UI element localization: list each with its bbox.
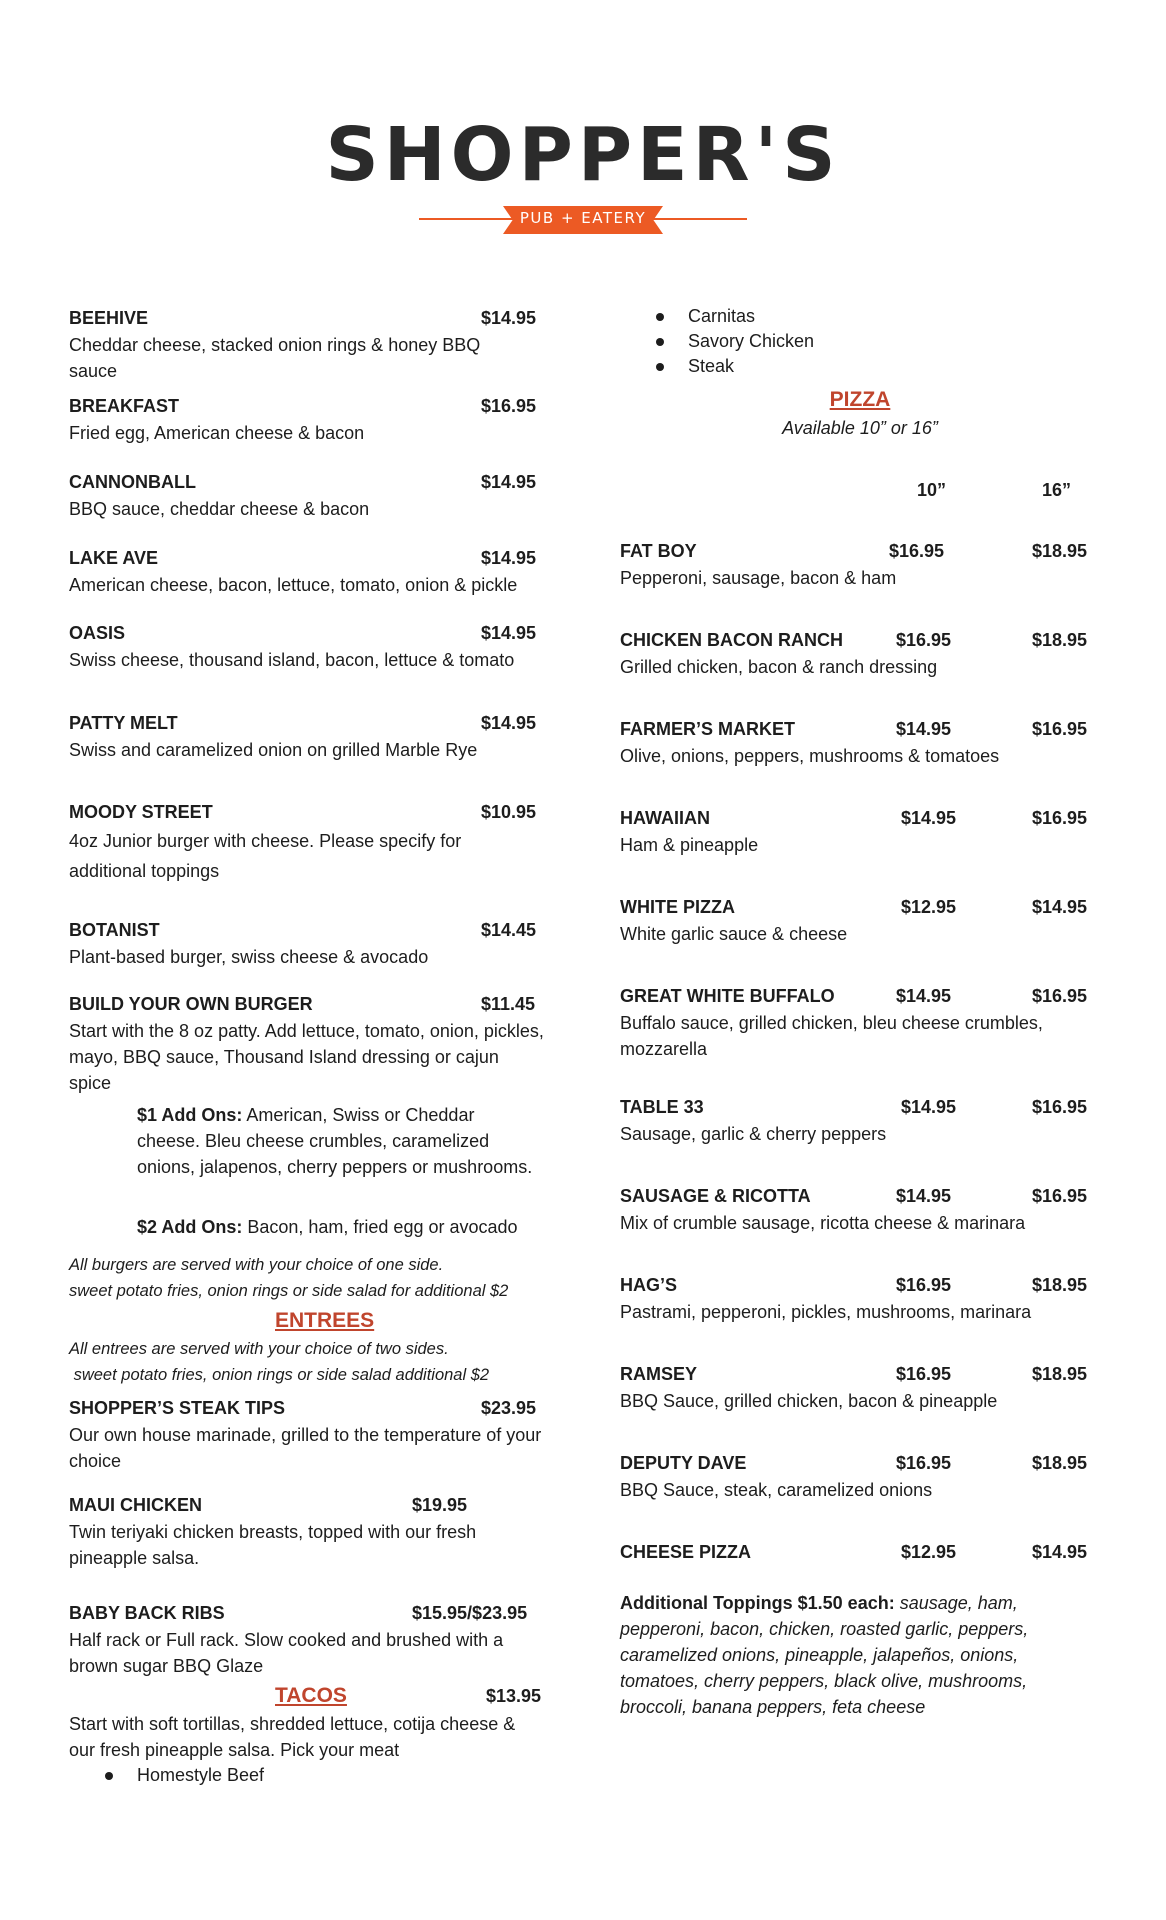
item-desc: Swiss cheese, thousand island, bacon, lettuce & tomato xyxy=(69,650,515,670)
item-desc: Swiss and caramelized onion on grilled Marble Rye xyxy=(69,740,478,760)
menu-item-lake-ave xyxy=(69,544,549,619)
item-desc: Cheddar cheese, stacked onion rings & honey BBQ sauce xyxy=(69,335,481,381)
item-price-16: $18.95 xyxy=(1032,630,1088,650)
list-item: Steak xyxy=(620,354,1100,379)
pizza-item-farmers-market xyxy=(620,715,1100,804)
pizza-title: PIZZA xyxy=(829,388,891,411)
item-price: $16.95 xyxy=(481,396,537,416)
menu-item-moody-street xyxy=(69,798,549,916)
addon-two xyxy=(137,1214,537,1248)
left-column xyxy=(69,304,549,1788)
tacos-title: TACOS xyxy=(275,1684,347,1707)
item-price: $14.95 xyxy=(481,623,537,643)
menu-item-oasis xyxy=(69,619,549,709)
item-name: SHOPPER’S STEAK TIPS xyxy=(69,1398,286,1418)
item-price-16: $16.95 xyxy=(1032,1186,1088,1206)
item-desc: Pastrami, pepperoni, pickles, mushrooms, marinara xyxy=(620,1302,1032,1322)
item-price: $14.95 xyxy=(481,308,537,328)
item-desc: Fried egg, American cheese & bacon xyxy=(69,423,365,443)
item-name: DEPUTY DAVE xyxy=(620,1453,747,1473)
logo-title: SHOPPER'S xyxy=(325,112,841,198)
addon-two-label: $2 Add Ons: xyxy=(137,1217,243,1237)
size-small: 10” xyxy=(917,480,947,500)
item-name: BUILD YOUR OWN BURGER xyxy=(69,994,313,1014)
item-name: TABLE 33 xyxy=(620,1097,704,1117)
menu-item-maui-chicken xyxy=(69,1491,549,1599)
item-price-16: $18.95 xyxy=(1032,541,1088,561)
item-name: BOTANIST xyxy=(69,920,160,940)
tacos-meat-list-continued xyxy=(620,304,1100,379)
item-price-16: $16.95 xyxy=(1032,808,1088,828)
item-price: $15.95/$23.95 xyxy=(412,1603,528,1623)
list-item: Homestyle Beef xyxy=(69,1763,549,1788)
tacos-desc: Start with soft tortillas, shredded lettuce, cotija cheese & our fresh pineapple salsa. Pick your meat xyxy=(69,1714,516,1760)
menu-item-cannonball xyxy=(69,468,549,544)
item-name: CHEESE PIZZA xyxy=(620,1542,752,1562)
item-price-16: $14.95 xyxy=(1032,1542,1088,1562)
item-name: BABY BACK RIBS xyxy=(69,1603,225,1623)
item-name: MOODY STREET xyxy=(69,802,213,822)
list-item: Savory Chicken xyxy=(620,329,1100,354)
item-name: FARMER’S MARKET xyxy=(620,719,795,739)
tacos-price: $13.95 xyxy=(486,1686,542,1706)
item-price: $14.95 xyxy=(481,472,537,492)
item-price-10: $14.95 xyxy=(896,986,952,1006)
right-column xyxy=(620,304,1100,1720)
item-price-16: $16.95 xyxy=(1032,986,1088,1006)
toppings-label: Additional Toppings $1.50 each: xyxy=(620,1593,895,1613)
pizza-subtitle: Available 10” or 16” xyxy=(782,418,938,438)
item-desc: White garlic sauce & cheese xyxy=(620,924,848,944)
menu-item-botanist xyxy=(69,916,549,990)
item-desc: BBQ sauce, cheddar cheese & bacon xyxy=(69,499,370,519)
entrees-title: ENTREES xyxy=(275,1309,375,1332)
item-price: $19.95 xyxy=(412,1495,468,1515)
item-name: WHITE PIZZA xyxy=(620,897,735,917)
item-desc: Pepperoni, sausage, bacon & ham xyxy=(620,568,897,588)
item-desc: Plant-based burger, swiss cheese & avocado xyxy=(69,947,429,967)
list-item: Carnitas xyxy=(620,304,1100,329)
item-desc: 4oz Junior burger with cheese. Please specify for additional toppings xyxy=(69,831,462,881)
tacos-meat-list xyxy=(69,1763,549,1788)
item-name: HAG’S xyxy=(620,1275,678,1295)
tacos-header xyxy=(69,1681,549,1711)
item-name: HAWAIIAN xyxy=(620,808,710,828)
item-price: $14.95 xyxy=(481,548,537,568)
entrees-note-2: sweet potato fries, onion rings or side salad additional $2 xyxy=(69,1366,490,1384)
item-price-10: $14.95 xyxy=(901,808,957,828)
menu-item-steak-tips xyxy=(69,1394,549,1491)
item-name: PATTY MELT xyxy=(69,713,178,733)
item-price-16: $16.95 xyxy=(1032,719,1088,739)
item-name: FAT BOY xyxy=(620,541,697,561)
menu-item-baby-back-ribs xyxy=(69,1599,549,1681)
item-name: LAKE AVE xyxy=(69,548,159,568)
item-price: $11.45 xyxy=(481,994,536,1014)
item-price-16: $18.95 xyxy=(1032,1364,1088,1384)
item-desc: BBQ Sauce, grilled chicken, bacon & pineapple xyxy=(620,1391,998,1411)
item-desc: Mix of crumble sausage, ricotta cheese & marinara xyxy=(620,1213,1026,1233)
burger-note-2: sweet potato fries, onion rings or side salad for additional $2 xyxy=(69,1282,509,1300)
item-price-10: $14.95 xyxy=(901,1097,957,1117)
pizza-item-great-white-buffalo xyxy=(620,982,1100,1093)
pizza-item-fat-boy xyxy=(620,537,1100,626)
pizza-item-sausage-ricotta xyxy=(620,1182,1100,1271)
item-name: BEEHIVE xyxy=(69,308,149,328)
item-desc: Grilled chicken, bacon & ranch dressing xyxy=(620,657,938,677)
pizza-item-white-pizza xyxy=(620,893,1100,982)
item-price-10: $16.95 xyxy=(896,1453,952,1473)
item-price-10: $16.95 xyxy=(896,1275,952,1295)
menu-item-build-your-own xyxy=(69,990,549,1102)
item-price-16: $18.95 xyxy=(1032,1453,1088,1473)
item-desc: Buffalo sauce, grilled chicken, bleu cheese crumbles, mozzarella xyxy=(620,1013,1043,1059)
pizza-item-table-33 xyxy=(620,1093,1100,1182)
item-price-10: $16.95 xyxy=(889,541,945,561)
addon-one xyxy=(137,1102,537,1214)
item-desc: Ham & pineapple xyxy=(620,835,759,855)
pizza-item-ramsey xyxy=(620,1360,1100,1449)
addon-two-text: Bacon, ham, fried egg or avocado xyxy=(242,1217,518,1237)
item-price: $23.95 xyxy=(481,1398,537,1418)
menu-item-patty-melt xyxy=(69,709,549,798)
item-price-10: $16.95 xyxy=(896,1364,952,1384)
item-name: CHICKEN BACON RANCH xyxy=(620,630,843,650)
item-price-16: $14.95 xyxy=(1032,897,1088,917)
size-large: 16” xyxy=(1042,480,1072,500)
item-name: MAUI CHICKEN xyxy=(69,1495,202,1515)
pizza-item-hawaiian xyxy=(620,804,1100,893)
item-price-10: $16.95 xyxy=(896,630,952,650)
item-desc: Twin teriyaki chicken breasts, topped with our fresh pineapple salsa. xyxy=(69,1522,477,1568)
item-price: $10.95 xyxy=(481,802,537,822)
menu-item-breakfast xyxy=(69,392,549,468)
item-price-10: $12.95 xyxy=(901,897,957,917)
item-desc: Olive, onions, peppers, mushrooms & tomatoes xyxy=(620,746,1000,766)
addon-one-label: $1 Add Ons: xyxy=(137,1105,243,1125)
burger-note-1: All burgers are served with your choice of one side. xyxy=(69,1256,444,1274)
menu-item-beehive xyxy=(69,304,549,392)
item-price-10: $12.95 xyxy=(901,1542,957,1562)
item-price: $14.45 xyxy=(481,920,537,940)
addon-one-text: American, Swiss or Cheddar cheese. Bleu cheese crumbles, caramelized onions, jalapenos, cherry peppers or mushrooms. xyxy=(137,1105,533,1177)
logo-band xyxy=(403,206,763,246)
item-price-16: $18.95 xyxy=(1032,1275,1088,1295)
item-price-16: $16.95 xyxy=(1032,1097,1088,1117)
item-name: GREAT WHITE BUFFALO xyxy=(620,986,835,1006)
item-desc: BBQ Sauce, steak, caramelized onions xyxy=(620,1480,933,1500)
logo xyxy=(0,112,1166,246)
item-name: BREAKFAST xyxy=(69,396,180,416)
item-name: OASIS xyxy=(69,623,126,643)
toppings-text: sausage, ham, pepperoni, bacon, chicken, roasted garlic, peppers, caramelized onions, pineapple, jalapeños, onions, tomatoes, cherry peppers, black olive, mushrooms, broccoli, banana peppers, feta cheese xyxy=(620,1593,1029,1717)
item-desc: Sausage, garlic & cherry peppers xyxy=(620,1124,887,1144)
pizza-item-hags xyxy=(620,1271,1100,1360)
item-name: RAMSEY xyxy=(620,1364,698,1384)
item-desc: Half rack or Full rack. Slow cooked and brushed with a brown sugar BBQ Glaze xyxy=(69,1630,504,1676)
entrees-note-1: All entrees are served with your choice of two sides. xyxy=(69,1340,449,1358)
pizza-toppings xyxy=(620,1590,1080,1720)
pizza-sizes xyxy=(620,477,1100,505)
pizza-item-chicken-bacon-ranch xyxy=(620,626,1100,715)
item-desc: Start with the 8 oz patty. Add lettuce, tomato, onion, pickles, mayo, BBQ sauce, Thousand Island dressing or cajun spice xyxy=(69,1021,544,1093)
item-price-10: $14.95 xyxy=(896,719,952,739)
pizza-item-cheese-pizza xyxy=(620,1538,1100,1590)
pizza-item-deputy-dave xyxy=(620,1449,1100,1538)
item-price-10: $14.95 xyxy=(896,1186,952,1206)
item-name: CANNONBALL xyxy=(69,472,196,492)
item-name: SAUSAGE & RICOTTA xyxy=(620,1186,811,1206)
logo-subtitle: PUB + EATERY xyxy=(519,209,647,227)
item-desc: Our own house marinade, grilled to the temperature of your choice xyxy=(69,1425,542,1471)
item-price: $14.95 xyxy=(481,713,537,733)
item-desc: American cheese, bacon, lettuce, tomato, onion & pickle xyxy=(69,575,518,595)
